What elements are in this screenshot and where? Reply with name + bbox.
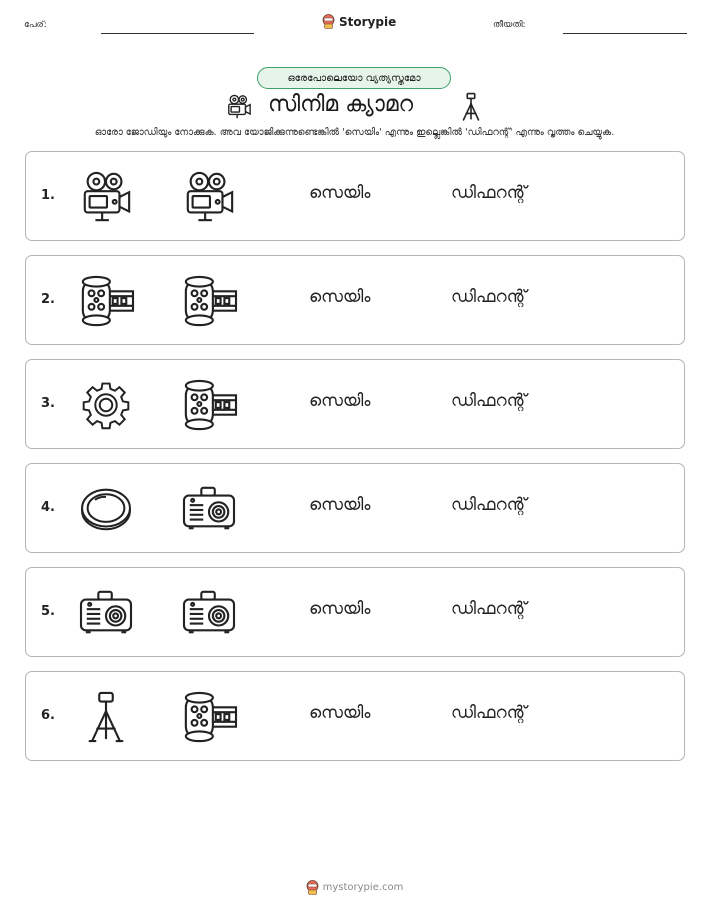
projector-icon <box>76 585 136 641</box>
question-number: 2. <box>41 292 55 307</box>
different-option[interactable]: ഡിഫറന്റ് <box>451 391 527 411</box>
instructions-text: ഓരോ ജോഡിയും നോക്കുക. അവ യോജിക്കുന്നുണ്ടെങ്കിൽ 'സെയിം' എന്നും ഇല്ലെങ്കിൽ 'ഡിഫറന്റ്' എന്നും വൃത്തം ചെയ്യുക. <box>94 127 615 138</box>
movie-camera-icon <box>224 94 254 120</box>
footer <box>0 880 709 895</box>
different-option[interactable]: ഡിഫറന്റ് <box>451 599 527 619</box>
tripod-icon <box>460 92 482 122</box>
question-row <box>25 567 685 657</box>
same-option[interactable]: സെയിം <box>309 495 371 515</box>
date-label: തീയതി: <box>493 20 526 30</box>
same-option[interactable]: സെയിം <box>309 703 371 723</box>
same-option[interactable]: സെയിം <box>309 287 371 307</box>
film-reel-icon <box>179 689 239 745</box>
film-reel-icon <box>76 273 136 329</box>
name-label: പേര്: <box>24 20 47 30</box>
date-line <box>563 33 687 34</box>
title-row <box>0 92 709 122</box>
lens-filter-icon <box>76 481 136 537</box>
question-row <box>25 255 685 345</box>
different-option[interactable]: ഡിഫറന്റ് <box>451 495 527 515</box>
brand-name: Storypie <box>339 14 397 29</box>
question-number: 5. <box>41 604 55 619</box>
question-row <box>25 463 685 553</box>
question-number: 6. <box>41 708 55 723</box>
different-option[interactable]: ഡിഫറന്റ് <box>451 703 527 723</box>
movie-camera-icon <box>179 169 239 225</box>
same-option[interactable]: സെയിം <box>309 183 371 203</box>
tripod-icon <box>76 689 136 745</box>
question-row <box>25 151 685 241</box>
question-number: 1. <box>41 188 55 203</box>
question-row <box>25 671 685 761</box>
name-line <box>101 33 254 34</box>
same-option[interactable]: സെയിം <box>309 391 371 411</box>
subtitle-badge: ഒരേപോലെയോ വ്യത്യസ്തമോ <box>257 67 451 89</box>
different-option[interactable]: ഡിഫറന്റ് <box>451 287 527 307</box>
brand-logo <box>322 14 396 29</box>
question-row <box>25 359 685 449</box>
gear-icon <box>76 377 136 433</box>
mascot-icon <box>306 880 319 895</box>
footer-url: mystorypie.com <box>322 882 404 893</box>
question-number: 4. <box>41 500 55 515</box>
question-number: 3. <box>41 396 55 411</box>
film-reel-icon <box>179 377 239 433</box>
projector-icon <box>179 481 239 537</box>
projector-icon <box>179 585 239 641</box>
film-reel-icon <box>179 273 239 329</box>
worksheet-header <box>0 14 709 44</box>
different-option[interactable]: ഡിഫറന്റ് <box>451 183 527 203</box>
mascot-icon <box>322 14 335 29</box>
movie-camera-icon <box>76 169 136 225</box>
page-title: സിനിമ ക്യാമറ <box>268 92 414 117</box>
same-option[interactable]: സെയിം <box>309 599 371 619</box>
